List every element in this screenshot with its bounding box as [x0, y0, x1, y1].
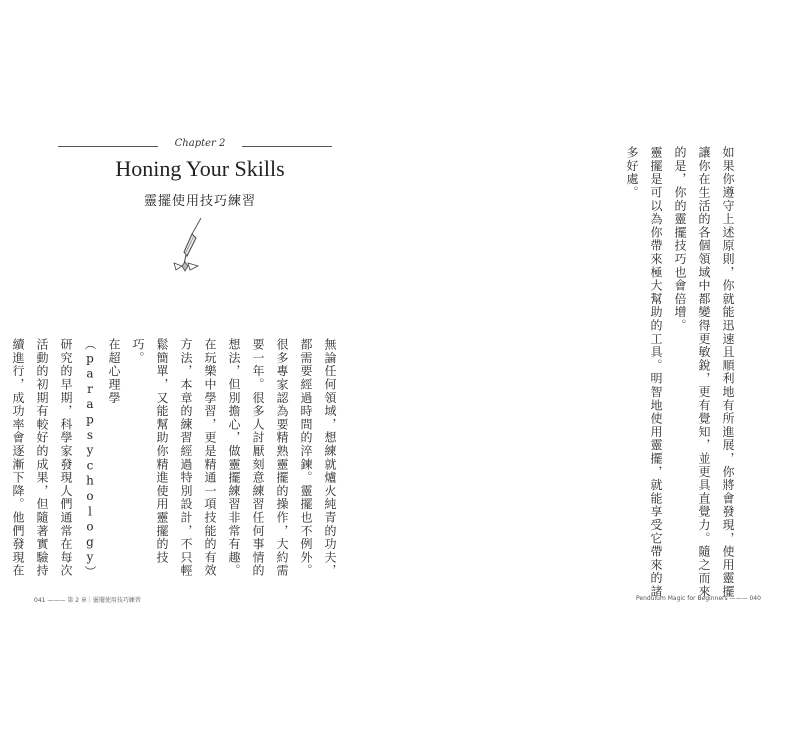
- left-footer: [34, 595, 141, 604]
- footer-dash-left: ———: [47, 597, 66, 604]
- left-paragraph-2: 在超心理學（parapsychology）研究的早期，科學家發現人們通常在每次活動的初期有較好的成果，但隨著實驗持續進行，成功率會逐漸下降。他們發現在: [11, 338, 121, 579]
- right-body-text: [620, 146, 740, 606]
- right-paragraph-1: 如果你遵守上述原則，你就能迅速且順利地有所進展，你將會發現，使用靈擺讓你在生活的各個領域中都變得更敏銳，更有覺知，並更具直覺力。隨之而來的是，你的靈擺技巧也會倍增。: [673, 146, 735, 599]
- left-page-number: 041: [34, 597, 46, 604]
- left-footer-chapter: 第 2 章｜靈擺使用技巧練習: [67, 597, 141, 604]
- footer-dash-right: ———: [729, 595, 748, 602]
- right-footer-title: Pendulum Magic for Beginners: [636, 595, 728, 602]
- left-paragraph-1: 無論任何領域，想練就爐火純青的功夫，都需要經過時間的淬鍊。靈擺也不例外。很多專家認為要精熟靈擺的操作，大約需要一年。很多人討厭刻意練習任何事情的想法，但別擔心，做靈擺練習非常有趣。在玩樂中學習，更是精通一項技能的有效方法，本章的練習經過特別設計，不只輕鬆簡單，又能幫助你精進使用靈擺的技巧。: [131, 338, 337, 578]
- right-paragraph-2: 靈擺是可以為你帶來極大幫助的工具。明智地使用靈擺，就能享受它帶來的諸多好處。: [625, 146, 663, 599]
- chapter-label: Chapter 2: [174, 138, 226, 149]
- right-page: [400, 0, 800, 744]
- chapter-title: Honing Your Skills: [115, 156, 285, 181]
- right-page-number: 040: [749, 595, 761, 602]
- left-body-text: [0, 338, 342, 586]
- pendulum-icon: [170, 216, 210, 276]
- right-footer: [636, 595, 761, 602]
- chapter-subtitle: 靈擺使用技巧練習: [143, 194, 256, 209]
